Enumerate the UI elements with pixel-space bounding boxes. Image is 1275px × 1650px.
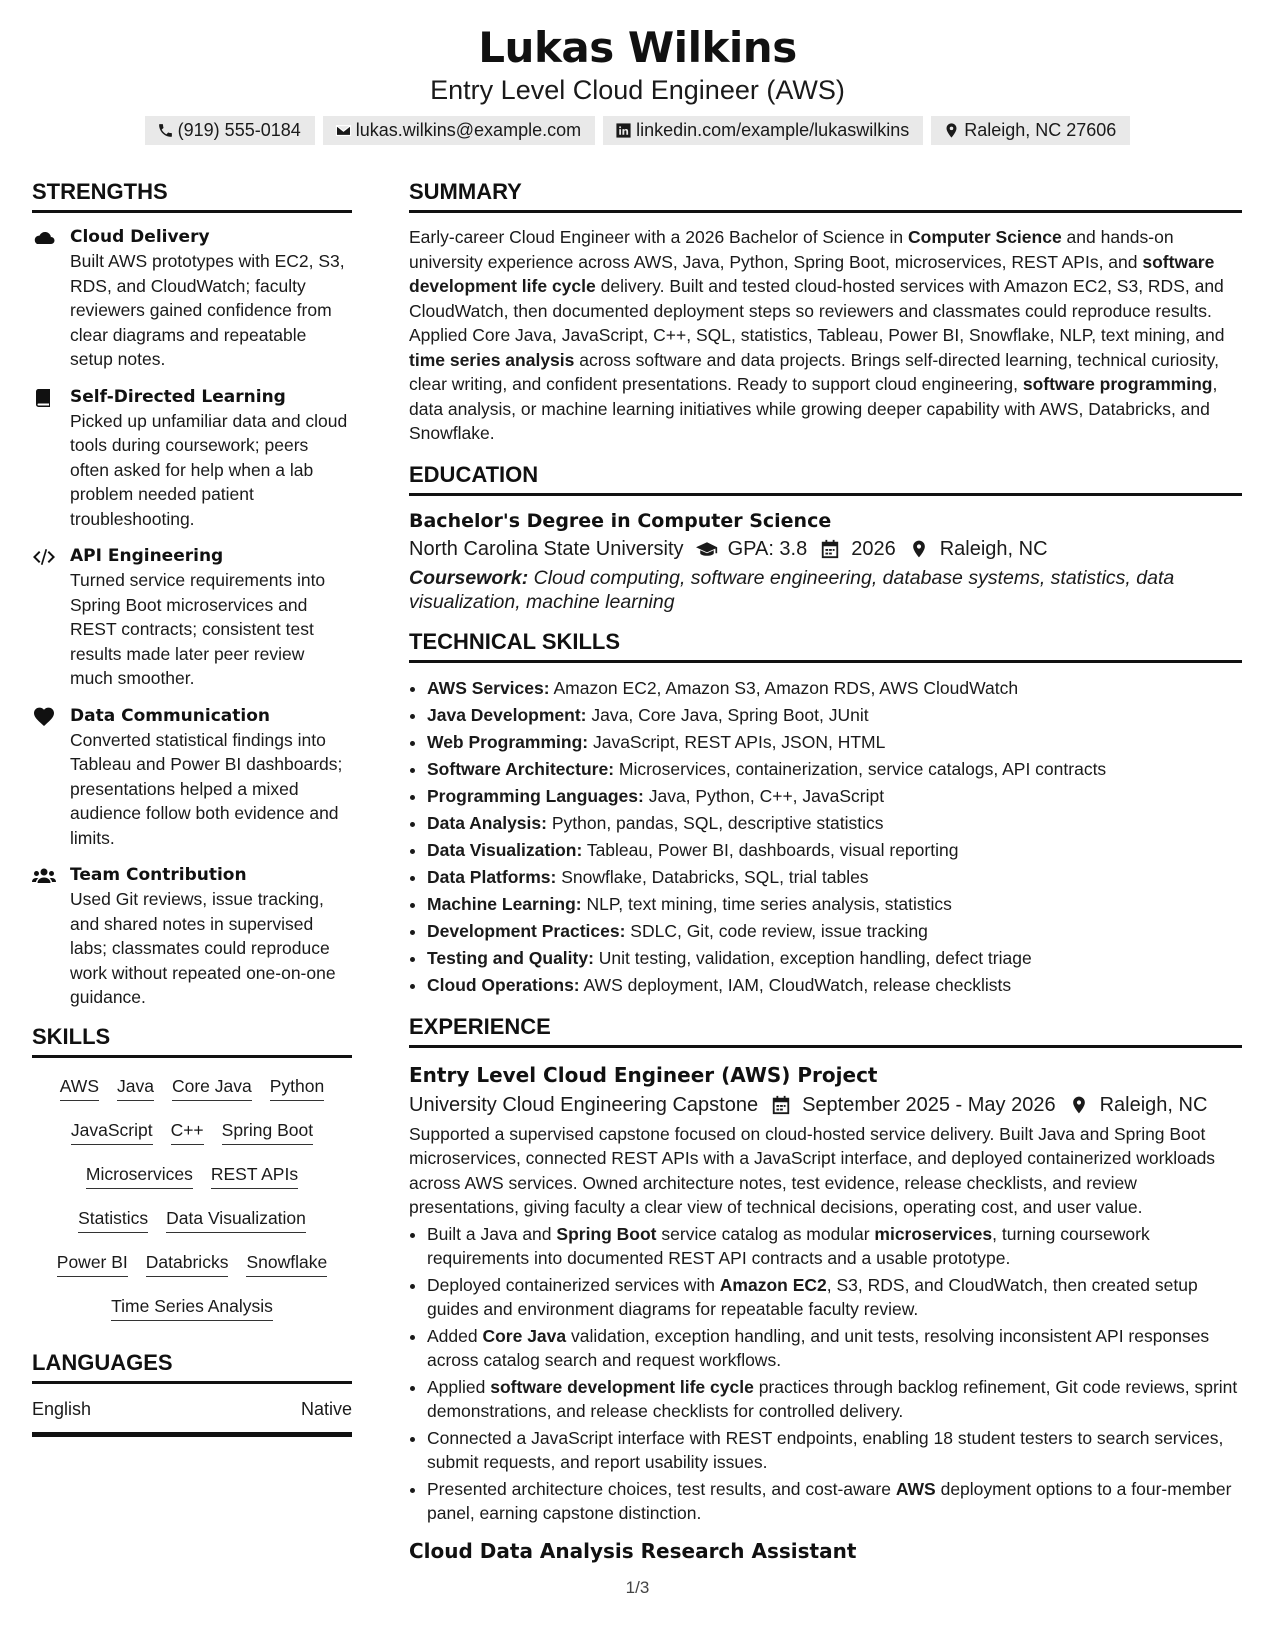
summary-text: Early-career Cloud Engineer with a 2026 Bachelor of Science in xyxy=(409,227,909,247)
skill-category: Testing and Quality: xyxy=(427,947,594,968)
strength-title: Cloud Delivery xyxy=(70,227,210,247)
skill-values: SDLC, Git, code review, issue tracking xyxy=(625,920,928,941)
job-summary: Supported a supervised capstone focused on cloud-hosted service delivery. Built Java and Spring Boot microservices, connected REST APIs with a JavaScript interface, and deployed containerized workloads across AWS services. Owned architecture notes, test evidence, release checklists, and review presentations, giving faculty a clear view of technical decisions, operating cost, and user value. xyxy=(409,1123,1216,1217)
skill-category: Data Analysis: xyxy=(427,812,547,833)
skill-values: JavaScript, REST APIs, JSON, HTML xyxy=(588,731,886,752)
strength-title: API Engineering xyxy=(70,546,224,566)
bullet-text: deployment options to a four-member panel, earning capstone distinction. xyxy=(427,1478,1232,1523)
job-location: Raleigh, NC xyxy=(1099,1093,1208,1116)
bullet-text: Built a Java and xyxy=(427,1223,557,1244)
bullet-text: Added xyxy=(427,1325,483,1346)
contact-linkedin[interactable] xyxy=(603,116,923,145)
skill-category: Java Development: xyxy=(427,704,587,725)
bullet-text: Connected a JavaScript interface with REST endpoints, enabling 18 student testers to search services, submit requests, and report usability issues. xyxy=(427,1427,1224,1472)
skill-category: Development Practices: xyxy=(427,920,626,941)
list-item xyxy=(427,1324,1242,1373)
strengths-heading: STRENGTHS xyxy=(32,178,352,213)
coursework-list: Cloud computing, software engineering, database systems, statistics, data visualization, machine learning xyxy=(409,566,1175,613)
list-item xyxy=(427,945,1242,972)
summary-highlight: Computer Science xyxy=(908,227,1062,247)
skills-tag-cloud xyxy=(32,1070,352,1321)
skill-tag: Snowflake xyxy=(246,1250,327,1277)
contact-linkedin-text: linkedin.com/example/lukaswilkins xyxy=(636,120,910,140)
skill-category: Programming Languages: xyxy=(427,785,644,806)
contact-email[interactable] xyxy=(323,116,595,145)
skill-values: NLP, text mining, time series analysis, statistics xyxy=(581,893,952,914)
strength-description: Picked up unfamiliar data and cloud tools during coursework; peers often asked for help when a lab problem needed patient troubleshooting. xyxy=(70,410,348,529)
list-item xyxy=(427,675,1242,702)
skill-values: Tableau, Power BI, dashboards, visual reporting xyxy=(582,839,959,860)
job-title: Entry Level Cloud Engineer (AWS) Project xyxy=(409,1062,878,1087)
contact-bar xyxy=(0,116,1275,145)
skill-tag: Java xyxy=(117,1074,154,1101)
strength-title: Team Contribution xyxy=(70,865,247,885)
education-location: Raleigh, NC xyxy=(939,537,1048,560)
list-item xyxy=(427,1426,1242,1475)
strength-description: Built AWS prototypes with EC2, S3, RDS, and CloudWatch; faculty reviewers gained confidence from clear diagrams and repeatable setup notes. xyxy=(70,251,345,369)
skill-tag: Python xyxy=(270,1074,324,1101)
heart-icon xyxy=(32,707,56,727)
skill-category: Cloud Operations: xyxy=(427,974,580,995)
strength-item xyxy=(32,863,352,1010)
users-icon xyxy=(32,866,56,886)
job-title: Cloud Data Analysis Research Assistant xyxy=(409,1538,857,1563)
skill-category: AWS Services: xyxy=(427,677,550,698)
strength-item xyxy=(32,225,352,372)
strength-description: Converted statistical findings into Tableau and Power BI dashboards; presentations helped a mixed audience follow both evidence and limits. xyxy=(70,729,343,848)
book-icon xyxy=(32,388,56,408)
skill-tag: Power BI xyxy=(57,1250,128,1277)
skill-category: Software Architecture: xyxy=(427,758,615,779)
linkedin-icon xyxy=(615,122,632,139)
map-pin-icon xyxy=(908,539,930,559)
languages-heading: LANGUAGES xyxy=(32,1349,352,1384)
skill-category: Data Visualization: xyxy=(427,839,583,860)
list-item xyxy=(427,837,1242,864)
skill-values: Java, Core Java, Spring Boot, JUnit xyxy=(586,704,869,725)
skill-values: Python, pandas, SQL, descriptive statistics xyxy=(546,812,884,833)
skill-tag: AWS xyxy=(60,1074,99,1101)
calendar-icon xyxy=(819,539,841,559)
bullet-highlight: microservices xyxy=(874,1223,993,1244)
map-pin-icon xyxy=(1068,1095,1090,1115)
candidate-name: Lukas Wilkins xyxy=(478,23,797,72)
summary-heading: SUMMARY xyxy=(409,178,1242,213)
graduation-year: 2026 xyxy=(851,537,896,560)
graduation-cap-icon xyxy=(696,539,718,559)
education-heading: EDUCATION xyxy=(409,461,1242,496)
list-item xyxy=(427,864,1242,891)
skill-category: Web Programming: xyxy=(427,731,589,752)
contact-location xyxy=(931,116,1130,145)
experience-heading: EXPERIENCE xyxy=(409,1013,1242,1048)
language-name: English xyxy=(32,1398,92,1419)
skill-values: Java, Python, C++, JavaScript xyxy=(643,785,885,806)
skill-tag: Spring Boot xyxy=(222,1118,313,1145)
bullet-text: , turning coursework requirements into documented REST API contracts and a usable prototype. xyxy=(427,1223,1150,1268)
contact-phone[interactable] xyxy=(145,116,315,145)
contact-email-text: lukas.wilkins@example.com xyxy=(355,120,582,140)
bullet-highlight: Spring Boot xyxy=(556,1223,657,1244)
envelope-icon xyxy=(335,122,352,139)
skill-values: Snowflake, Databricks, SQL, trial tables xyxy=(556,866,869,887)
skill-tag: C++ xyxy=(171,1118,204,1145)
school-name: North Carolina State University xyxy=(409,537,684,560)
skill-tag: Databricks xyxy=(146,1250,229,1277)
summary-text: across software and data projects. Brings self-directed learning, technical curiosity, clear writing, and confident presentations. Ready to support cloud engineering, xyxy=(409,349,1219,394)
list-item xyxy=(427,1375,1242,1424)
degree-title: Bachelor's Degree in Computer Science xyxy=(409,509,832,532)
calendar-icon xyxy=(770,1095,792,1115)
contact-phone-text: (919) 555-0184 xyxy=(177,120,301,140)
skill-tag: REST APIs xyxy=(211,1162,298,1189)
skill-values: Microservices, containerization, service catalogs, API contracts xyxy=(614,758,1107,779)
phone-icon xyxy=(157,122,174,139)
map-pin-icon xyxy=(943,122,960,139)
skill-tag: Data Visualization xyxy=(166,1206,306,1233)
skill-tag: Time Series Analysis xyxy=(111,1294,273,1321)
strength-description: Turned service requirements into Spring Boot microservices and REST contracts; consistent test results made later peer review much smoother. xyxy=(70,570,326,688)
cloud-icon xyxy=(32,228,56,248)
skill-values: Amazon EC2, Amazon S3, Amazon RDS, AWS CloudWatch xyxy=(549,677,1019,698)
bullet-text: practices through backlog refinement, Git code reviews, sprint demonstrations, and release checklists for controlled delivery. xyxy=(427,1376,1238,1421)
summary-text: delivery. Built and tested cloud-hosted services with Amazon EC2, S3, RDS, and CloudWatch, then documented deployment steps so reviewers and classmates could reproduce results. Applied Core Java, JavaScript, C++, SQL, statistics, Tableau, Power BI, Snowflake, NLP, text mining, and xyxy=(409,276,1225,345)
contact-location-text: Raleigh, NC 27606 xyxy=(964,120,1117,140)
skill-tag: Statistics xyxy=(78,1206,148,1233)
list-item xyxy=(427,729,1242,756)
bullet-highlight: Core Java xyxy=(482,1325,567,1346)
bullet-highlight: Amazon EC2 xyxy=(719,1274,827,1295)
strength-description: Used Git reviews, issue tracking, and shared notes in supervised labs; classmates could reproduce work without repeated one-on-one guidance. xyxy=(70,889,336,1007)
page-number: 1/3 xyxy=(625,1578,650,1597)
list-item xyxy=(427,972,1242,999)
bullet-text: validation, exception handling, and unit tests, resolving inconsistent API responses across catalog search and request workflows. xyxy=(427,1325,1210,1370)
gpa: GPA: 3.8 xyxy=(727,537,808,560)
candidate-title: Entry Level Cloud Engineer (AWS) xyxy=(430,75,845,105)
skill-tag: Core Java xyxy=(172,1074,252,1101)
resume-header xyxy=(0,22,1275,145)
list-item xyxy=(427,918,1242,945)
list-item xyxy=(427,1273,1242,1322)
bullet-text: Presented architecture choices, test results, and cost-aware xyxy=(427,1478,896,1499)
skill-tag: Microservices xyxy=(86,1162,193,1189)
technical-skills-heading: TECHNICAL SKILLS xyxy=(409,628,1242,663)
language-level: Native xyxy=(300,1398,352,1419)
job-meta xyxy=(409,1090,1242,1120)
coursework-label: Coursework: xyxy=(409,566,529,589)
list-item xyxy=(427,1477,1242,1526)
job-bullets xyxy=(409,1222,1242,1526)
bullet-highlight: software development life cycle xyxy=(490,1376,754,1397)
education-meta xyxy=(409,534,1242,564)
strength-title: Data Communication xyxy=(70,705,270,726)
coursework xyxy=(409,566,1242,614)
strength-title: Self-Directed Learning xyxy=(70,386,286,407)
bullet-text: Deployed containerized services with xyxy=(427,1274,720,1295)
summary-highlight: software programming xyxy=(1022,374,1213,394)
strength-item xyxy=(32,544,352,691)
list-item xyxy=(427,756,1242,783)
skill-category: Data Platforms: xyxy=(427,866,557,887)
right-column xyxy=(409,178,1242,1566)
bullet-text: Applied xyxy=(427,1376,491,1397)
list-item xyxy=(427,783,1242,810)
summary-highlight: time series analysis xyxy=(409,349,575,370)
list-item xyxy=(427,810,1242,837)
skill-tag: JavaScript xyxy=(71,1118,153,1145)
list-item xyxy=(427,891,1242,918)
strength-item xyxy=(32,704,352,851)
summary-text: and hands-on university experience across AWS, Java, Python, Spring Boot, microservices, REST APIs, and xyxy=(409,227,1174,272)
list-item xyxy=(427,1222,1242,1271)
language-row xyxy=(32,1390,352,1437)
summary-paragraph xyxy=(409,225,1242,446)
skill-category: Machine Learning: xyxy=(427,893,582,914)
bullet-highlight: AWS xyxy=(895,1478,936,1499)
skills-heading: SKILLS xyxy=(32,1023,352,1058)
job-dates: September 2025 - May 2026 xyxy=(802,1093,1056,1116)
technical-skills-list xyxy=(409,675,1242,999)
code-icon xyxy=(32,547,56,567)
summary-highlight: software development life cycle xyxy=(409,251,1215,296)
strength-item xyxy=(32,385,352,532)
list-item xyxy=(427,702,1242,729)
bullet-text: service catalog as modular xyxy=(656,1223,875,1244)
summary-text: , data analysis, or machine learning initiatives while growing deeper capability with AWS, Databricks, and Snowflake. xyxy=(409,374,1218,443)
skill-values: AWS deployment, IAM, CloudWatch, release checklists xyxy=(579,974,1012,995)
left-column xyxy=(32,178,352,1437)
bullet-text: , S3, RDS, and CloudWatch, then created setup guides and environment diagrams for repeatable faculty review. xyxy=(427,1274,1198,1319)
job-organization: University Cloud Engineering Capstone xyxy=(409,1093,759,1116)
skill-values: Unit testing, validation, exception handling, defect triage xyxy=(593,947,1032,968)
